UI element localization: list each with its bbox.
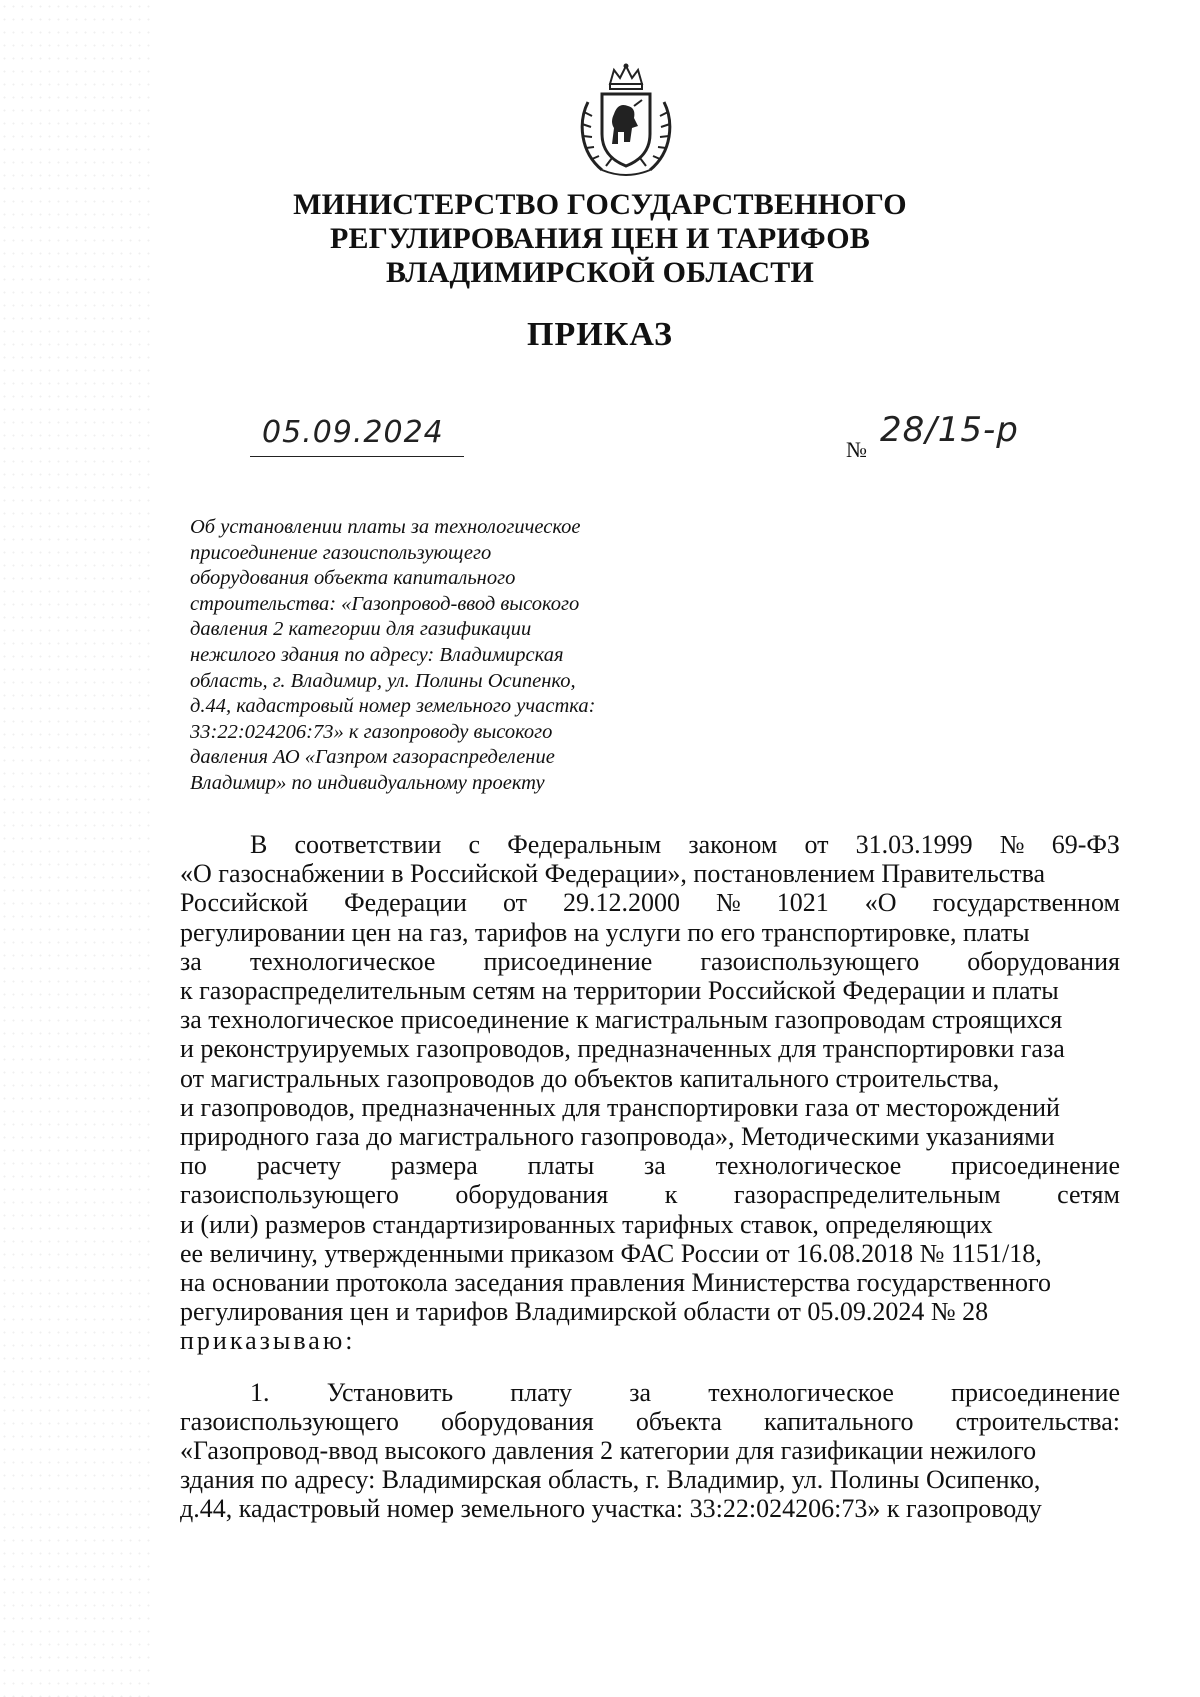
command-word: приказываю: (180, 1326, 356, 1356)
text-word: 29.12.2000 (562, 888, 680, 918)
text-word: за (644, 1151, 666, 1181)
number-sign: № (846, 437, 867, 462)
text-word: ее величину, утвержденными приказом ФАС России от 16.08.2018 № 1151/18, (180, 1238, 1042, 1268)
text-word: оборудования (440, 1406, 594, 1436)
order-body (180, 830, 1120, 1524)
subject-line: Владимир» по индивидуальному проекту (190, 771, 545, 794)
text-word: Российской (180, 888, 309, 918)
text-line (180, 859, 1120, 888)
clause-1-paragraph (180, 1378, 1120, 1524)
text-line (180, 1122, 1120, 1151)
text-word: и газопроводов, предназначенных для транспортировки газа от месторождений (180, 1092, 1060, 1122)
text-word: платы (527, 1151, 595, 1181)
subject-line: оборудования объекта капитального (190, 567, 516, 590)
text-line (180, 1064, 1120, 1093)
scan-noise (0, 0, 150, 1697)
text-word: за (629, 1377, 652, 1407)
org-line-1: МИНИСТЕРСТВО ГОСУДАРСТВЕННОГО (293, 188, 907, 221)
subject-line: присоединение газоиспользующего (190, 541, 492, 564)
org-line-3: ВЛАДИМИРСКОЙ ОБЛАСТИ (386, 256, 814, 289)
subject-line: Об установлении платы за технологическое (190, 516, 581, 538)
text-word: здания по адресу: Владимирская область, г. Владимир, ул. Полины Осипенко, (180, 1465, 1041, 1495)
text-word: на основании протокола заседания правления Министерства государственного (180, 1268, 1052, 1298)
text-line (180, 1297, 1120, 1326)
text-word: за технологическое присоединение к магистральным газопроводам строящихся (180, 1005, 1063, 1035)
subject-line: нежилого здания по адресу: Владимирская (190, 643, 564, 666)
text-line (180, 918, 1120, 947)
text-word: № (715, 888, 741, 918)
text-word: газораспределительным (733, 1180, 1001, 1210)
text-word: природного газа до магистрального газопровода», Методическими указаниями (180, 1122, 1055, 1152)
text-line (180, 1436, 1120, 1465)
text-line (180, 1268, 1120, 1297)
text-word: оборудования (455, 1180, 609, 1210)
text-word: сетям (1057, 1180, 1120, 1210)
text-word: государственном (932, 888, 1120, 918)
text-word: за (180, 946, 202, 976)
text-word: законом (688, 830, 778, 859)
text-word: газоиспользующего (700, 946, 920, 976)
text-word: объекта (635, 1406, 722, 1436)
text-line (180, 1180, 1120, 1209)
text-word: № (999, 830, 1025, 859)
text-word: газоиспользующего (180, 1406, 399, 1436)
text-word: к (664, 1180, 678, 1210)
text-line (180, 1465, 1120, 1494)
preamble-paragraph (180, 830, 1120, 1326)
subject-line: давления АО «Газпром газораспределение (190, 746, 555, 769)
text-line (180, 1239, 1120, 1268)
text-word: от (502, 888, 527, 918)
text-word: регулирования цен и тарифов Владимирской области от 05.09.2024 № 28 (180, 1297, 989, 1327)
text-word: В (250, 830, 268, 859)
text-word: «Газопровод-ввод высокого давления 2 категории для газификации нежилого (180, 1436, 1037, 1466)
text-word: от (804, 830, 829, 859)
text-line (180, 1093, 1120, 1122)
text-word: присоединение (483, 946, 653, 976)
text-word: Установить (326, 1377, 454, 1407)
text-word: регулировании цен на газ, тарифов на услуги по его транспортировке, платы (180, 917, 1030, 947)
text-word: 69-ФЗ (1051, 830, 1120, 859)
text-word: Федеральным (507, 830, 662, 859)
order-subject (190, 515, 660, 797)
text-word: с (468, 830, 481, 859)
text-line (180, 1151, 1120, 1180)
date-underline (250, 456, 464, 457)
text-word: и (или) размеров стандартизированных тарифных ставок, определяющих (180, 1209, 993, 1239)
text-word: к газораспределительным сетям на территории Российской Федерации и платы (180, 976, 1059, 1006)
subject-line: строительства: «Газопровод-ввод высокого (190, 592, 580, 615)
text-word: газоиспользующего (180, 1180, 399, 1210)
text-line (180, 1034, 1120, 1063)
text-word: д.44, кадастровый номер земельного участка: 33:22:024206:73» к газопроводу (180, 1494, 1042, 1524)
document-type-title: ПРИКАЗ (527, 316, 673, 353)
text-word: от магистральных газопроводов до объектов капитального строительства, (180, 1063, 1000, 1093)
subject-line: область, г. Владимир, ул. Полины Осипенко, (190, 669, 576, 692)
document-number: 28/15-р (880, 410, 1019, 450)
text-word: «О (864, 888, 897, 918)
text-word: 31.03.1999 (855, 830, 973, 859)
text-word: технологическое (715, 1151, 902, 1181)
text-word: капитального (763, 1406, 914, 1436)
text-line (180, 1210, 1120, 1239)
text-word: плату (510, 1377, 573, 1407)
text-line (180, 1407, 1120, 1436)
text-word: технологическое (249, 946, 436, 976)
document-date: 05.09.2024 (262, 415, 444, 450)
text-word: технологическое (708, 1377, 894, 1407)
text-line (180, 947, 1120, 976)
text-line (180, 1378, 1120, 1407)
text-word: Федерации (344, 888, 467, 918)
subject-line: 33:22:024206:73» к газопроводу высокого (190, 720, 553, 743)
text-word: «О газоснабжении в Российской Федерации», постановлением Правительства (180, 859, 1046, 889)
text-word: по (180, 1151, 207, 1181)
subject-line: д.44, кадастровый номер земельного участка: (190, 695, 596, 718)
text-word: оборудования (967, 946, 1120, 976)
org-line-2: РЕГУЛИРОВАНИЯ ЦЕН И ТАРИФОВ (329, 222, 870, 255)
text-line (180, 976, 1120, 1005)
text-line (180, 1494, 1120, 1523)
text-word: расчету (256, 1151, 341, 1181)
text-line (180, 888, 1120, 917)
text-word: соответствии (294, 830, 442, 859)
text-word: и реконструируемых газопроводов, предназначенных для транспортировки газа (180, 1034, 1065, 1064)
text-word: 1. (250, 1377, 270, 1407)
subject-line: давления 2 категории для газификации (190, 618, 532, 641)
text-line (180, 1005, 1120, 1034)
text-line (180, 830, 1120, 859)
text-word: присоединение (951, 1151, 1120, 1181)
vladimir-coat-of-arms-icon (572, 62, 680, 180)
text-word: размера (390, 1151, 478, 1181)
text-word: 1021 (776, 888, 829, 918)
text-word: строительства: (955, 1406, 1120, 1436)
text-word: присоединение (951, 1377, 1120, 1407)
organization-name (230, 188, 970, 290)
